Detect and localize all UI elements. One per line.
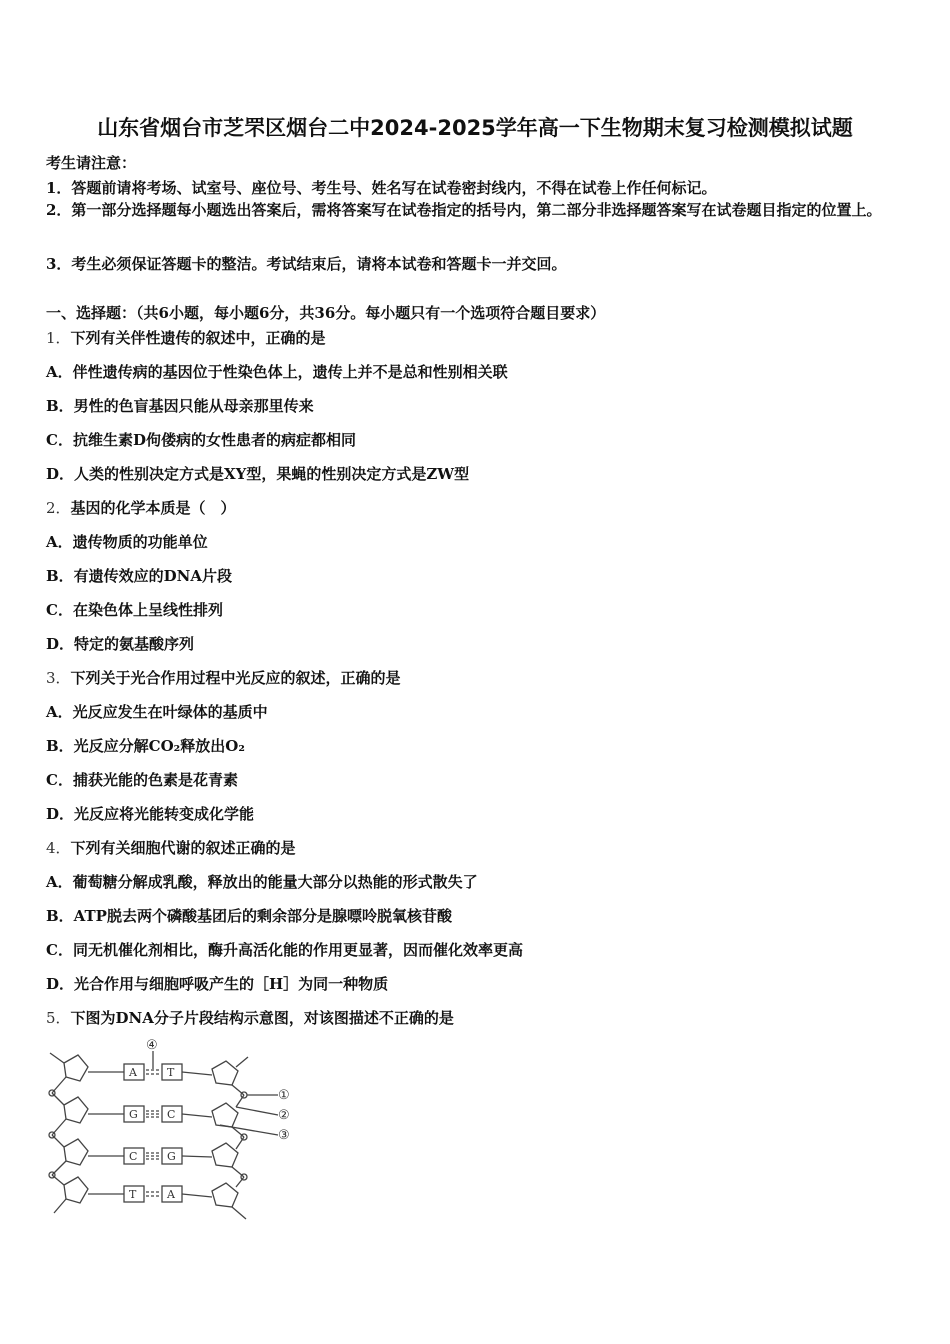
option: C．在染色体上呈线性排列 [46, 601, 223, 619]
base-label: A [167, 1188, 175, 1201]
notice-item: 3．考生必须保证答题卡的整洁。考试结束后，请将本试卷和答题卡一并交回。 [46, 255, 567, 273]
base-label: G [129, 1108, 138, 1121]
question-number: 5． [46, 1009, 71, 1027]
dna-structure-diagram [40, 1035, 300, 1225]
callouts [146, 1038, 290, 1143]
right-backbone [212, 1057, 248, 1219]
section-heading: 一、选择题：（共6小题，每小题6分，共36分。每小题只有一个选项符合题目要求） [46, 304, 606, 322]
question-number: 4． [46, 839, 71, 857]
option: C．同无机催化剂相比，酶升高活化能的作用更显著，因而催化效率更高 [46, 941, 523, 959]
question-stem: 下列关于光合作用过程中光反应的叙述，正确的是 [70, 669, 401, 687]
question-number: 2． [46, 499, 71, 517]
notice-item: 2．第一部分选择题每小题选出答案后，需将答案写在试卷指定的括号内，第二部分非选择题答案写在试卷题目指定的位置上。 [46, 201, 882, 219]
base-label: T [129, 1188, 137, 1201]
base-label: G [167, 1150, 176, 1163]
option: B．有遗传效应的DNA片段 [46, 567, 233, 585]
question-1 [46, 327, 326, 348]
base-label: T [167, 1066, 175, 1079]
option: D．特定的氨基酸序列 [46, 635, 195, 653]
base-label: C [129, 1150, 138, 1163]
question-3 [46, 667, 401, 688]
notice-heading: 考生请注意： [46, 154, 137, 172]
question-5 [46, 1007, 454, 1028]
label-4: ④ [146, 1038, 158, 1053]
option: D．光合作用与细胞呼吸产生的［H］为同一种物质 [46, 975, 389, 993]
option: A．葡萄糖分解成乳酸，释放出的能量大部分以热能的形式散失了 [46, 873, 478, 891]
option: A．伴性遗传病的基因位于性染色体上，遗传上并不是总和性别相关联 [46, 363, 508, 381]
label-2: ② [278, 1108, 290, 1123]
question-stem: 下列有关伴性遗传的叙述中，正确的是 [70, 329, 326, 347]
option: B．ATP脱去两个磷酸基团后的剩余部分是腺嘌呤脱氧核苷酸 [46, 907, 452, 925]
option: B．男性的色盲基因只能从母亲那里传来 [46, 397, 314, 415]
base-pair-4 [88, 1186, 212, 1202]
option: C．抗维生素D佝偻病的女性患者的病症都相同 [46, 431, 356, 449]
label-3: ③ [278, 1128, 290, 1143]
page-title: 山东省烟台市芝罘区烟台二中2024-2025学年高一下生物期末复习检测模拟试题 [97, 116, 853, 140]
question-stem: 下列有关细胞代谢的叙述正确的是 [70, 839, 296, 857]
base-label: A [129, 1066, 137, 1079]
label-1: ① [278, 1088, 290, 1103]
question-stem: 下图为DNA分子片段结构示意图，对该图描述不正确的是 [70, 1009, 454, 1027]
option: D．光反应将光能转变成化学能 [46, 805, 255, 823]
question-number: 1． [46, 329, 71, 347]
base-pair-3 [88, 1148, 212, 1164]
left-backbone [49, 1053, 88, 1213]
question-4 [46, 837, 296, 858]
question-number: 3． [46, 669, 71, 687]
question-2 [46, 497, 236, 518]
option: D．人类的性别决定方式是XY型，果蝇的性别决定方式是ZW型 [46, 465, 470, 483]
base-label: C [167, 1108, 176, 1121]
option: B．光反应分解CO₂释放出O₂ [46, 737, 245, 755]
question-stem: 基因的化学本质是（ ） [70, 499, 236, 517]
base-pair-2 [88, 1106, 212, 1122]
base-pair-1 [88, 1064, 212, 1080]
option: A．光反应发生在叶绿体的基质中 [46, 703, 268, 721]
notice-item: 1．答题前请将考场、试室号、座位号、考生号、姓名写在试卷密封线内，不得在试卷上作任何标记。 [46, 179, 717, 197]
option: A．遗传物质的功能单位 [46, 533, 208, 551]
option: C．捕获光能的色素是花青素 [46, 771, 238, 789]
